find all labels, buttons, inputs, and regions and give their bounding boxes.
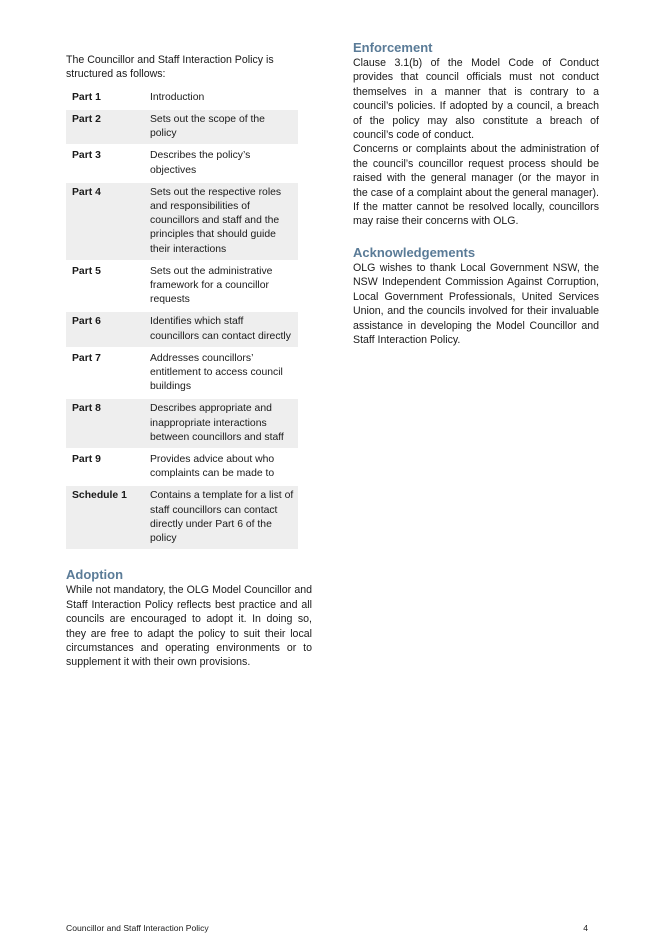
table-row xyxy=(66,485,298,549)
part-description: Introduction xyxy=(144,88,298,109)
page-footer xyxy=(66,923,588,934)
part-description: Sets out the administrative framework for a councillor requests xyxy=(144,261,298,312)
part-label: Part 8 xyxy=(66,398,144,449)
part-description: Provides advice about who complaints can be made to xyxy=(144,449,298,485)
part-description: Contains a template for a list of staff councillors can contact directly under Part 6 of the policy xyxy=(144,485,298,549)
page-number: 4 xyxy=(583,923,588,933)
part-label: Part 4 xyxy=(66,182,144,261)
table-row xyxy=(66,88,298,109)
enforcement-heading: Enforcement xyxy=(353,40,433,55)
table-row xyxy=(66,449,298,485)
table-row xyxy=(66,145,298,181)
part-description: Describes the policy’s objectives xyxy=(144,145,298,181)
part-label: Part 2 xyxy=(66,109,144,145)
part-label: Part 1 xyxy=(66,88,144,109)
part-label: Part 9 xyxy=(66,449,144,485)
table-row xyxy=(66,182,298,261)
part-description: Addresses councillors’ entitlement to access council buildings xyxy=(144,348,298,399)
enforcement-paragraph-2: Concerns or complaints about the administration of the council’s councillor request process should be raised with the general manager (or the mayor in the case of a complaint about the general manager). If the matter cannot be resolved locally, councillors may raise their concerns with OLG. xyxy=(353,143,599,228)
right-column xyxy=(353,40,599,347)
acknowledgements-heading: Acknowledgements xyxy=(353,244,476,260)
table-row xyxy=(66,348,298,399)
part-label: Part 3 xyxy=(66,145,144,181)
adoption-heading: Adoption xyxy=(66,567,124,583)
enforcement-paragraph-1: Clause 3.1(b) of the Model Code of Conduct provides that council officials must not conduct themselves in a manner that is contrary to a council’s policies. If adopted by a council, a breach of the policy may also constitute a breach of council’s code of conduct. xyxy=(353,57,599,142)
part-label: Part 7 xyxy=(66,348,144,399)
table-row xyxy=(66,311,298,347)
part-description: Sets out the scope of the policy xyxy=(144,109,298,145)
footer-title: Councillor and Staff Interaction Policy xyxy=(66,923,209,933)
part-label: Schedule 1 xyxy=(66,485,144,549)
acknowledgements-paragraph: OLG wishes to thank Local Government NSW, the NSW Independent Commission Against Corruption, Local Government Professionals, United Services Union, and the councils involved for their invaluable assistance in developing the Model Councillor and Staff Interaction Policy. xyxy=(353,261,599,346)
structure-intro: The Councillor and Staff Interaction Policy is structured as follows: xyxy=(66,54,274,81)
left-column xyxy=(66,53,312,670)
policy-structure-table xyxy=(66,88,298,549)
table-row xyxy=(66,398,298,449)
adoption-paragraph: While not mandatory, the OLG Model Councillor and Staff Interaction Policy reflects best practice and all councils are encouraged to adopt it. In doing so, they are free to adapt the policy to suit their local circumstances and operating environments or to supplement it with their own provisions. xyxy=(66,584,312,669)
part-description: Sets out the respective roles and responsibilities of councillors and staff and the principles that should guide their interactions xyxy=(144,182,298,261)
part-label: Part 6 xyxy=(66,311,144,347)
part-description: Describes appropriate and inappropriate interactions between councillors and staff xyxy=(144,398,298,449)
part-label: Part 5 xyxy=(66,261,144,312)
table-row xyxy=(66,261,298,312)
part-description: Identifies which staff councillors can contact directly xyxy=(144,311,298,347)
table-row xyxy=(66,109,298,145)
